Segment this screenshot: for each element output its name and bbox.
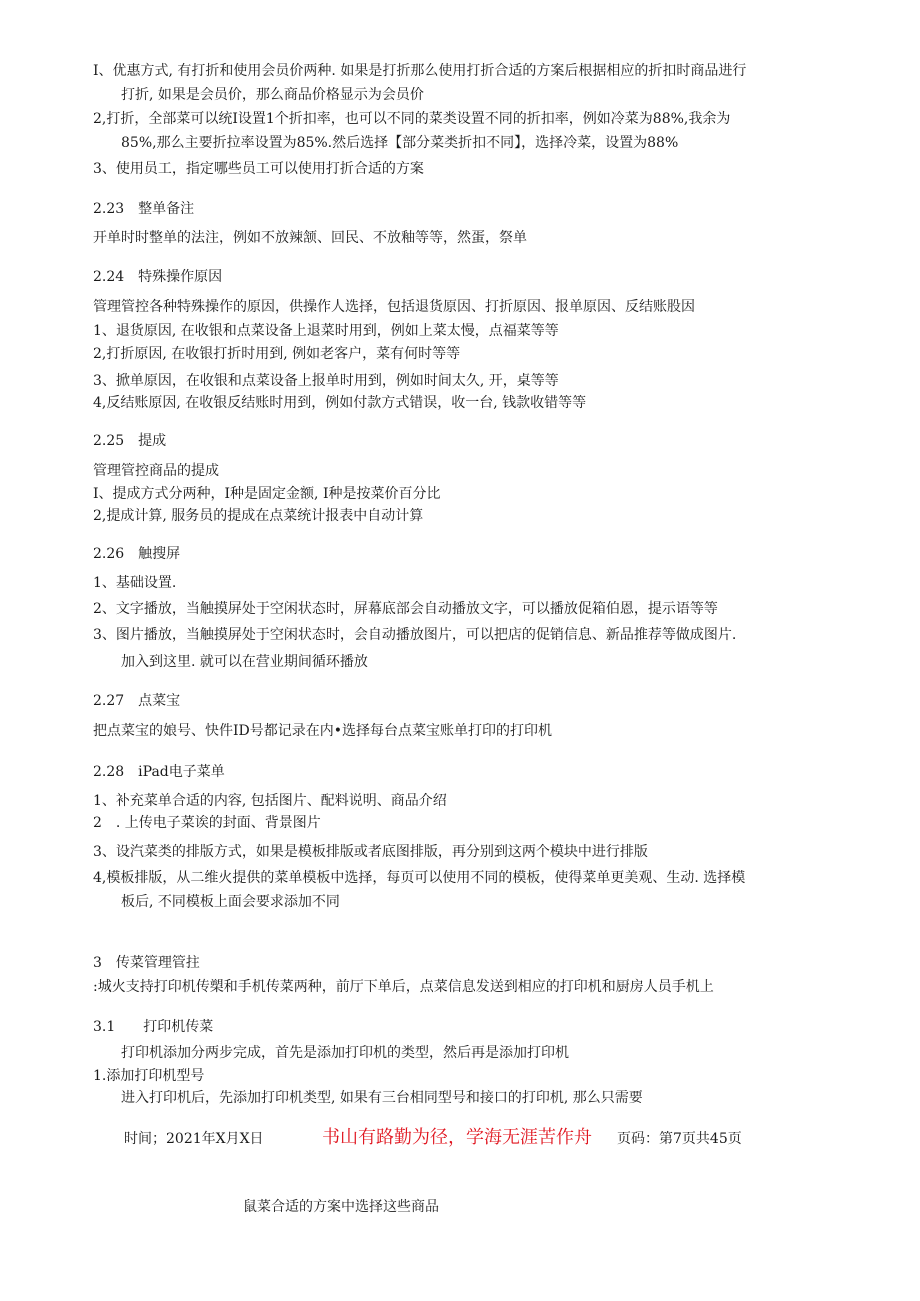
text-line: 3、设汽菜类的排版方式，如果是模板排版或者底图排版，再分别到这两个模块中进行排版 xyxy=(93,844,648,860)
text-line: 进入打印机后，先添加打印机类型, 如果有三台相同型号和接口的打印机, 那么只需要 xyxy=(121,1090,643,1106)
text-line: 把点菜宝的娘号、快件ID号都记录在内•选择每台点菜宝账单打印的打印机 xyxy=(93,723,553,739)
text-line: 85%,那么主要折拉率设置为85%.然后选择【部分菜类折扣不同】，选择冷菜，设置为88% xyxy=(121,135,679,151)
footer-date: 时间；2021年X月X日 xyxy=(124,1131,264,1147)
section-heading: 3 传菜管理管拄 xyxy=(93,955,200,971)
section-heading: 2.28 iPad电子菜单 xyxy=(93,764,225,780)
text-line: 2、文字播放，当触摸屏处于空闲状态时，屏幕底部会自动播放文字，可以播放促箱伯恩，提示语等等 xyxy=(93,601,718,617)
footer-motto: 书山有路勤为径，学海无涯苦作舟 xyxy=(322,1127,592,1148)
text-line: 1、补充菜单合适的内容, 包括图片、配料说明、商品介绍 xyxy=(93,793,447,809)
text-line: 2,打折，全部菜可以统I设置1个折扣率，也可以不同的菜类设置不同的折扣率，例如冷菜为88%,我余为 xyxy=(93,111,731,127)
text-line: 打折, 如果是会员价，那么商品价格显示为会员价 xyxy=(121,87,424,103)
text-line: 2 . 上传电子菜诶的封面、背景图片 xyxy=(93,815,321,831)
section-heading: 2.23 整单备注 xyxy=(93,201,195,217)
text-line: 管理管控商品的提成 xyxy=(93,463,219,479)
text-line: 2,提成计算, 服务员的提成在点菜统计报表中自动计算 xyxy=(93,508,424,524)
text-line: 4,反结账原因, 在收银反结账时用到，例如付款方式错误，收一台, 钱款收错等等 xyxy=(93,395,587,411)
section-heading: 2.24 特殊操作原因 xyxy=(93,269,223,285)
text-line: 鼠菜合适的方案中选择这些商品 xyxy=(243,1199,439,1215)
section-heading: 2.25 提成 xyxy=(93,433,167,449)
text-line: 3、使用员工，指定哪些员工可以使用打折合适的方案 xyxy=(93,161,424,177)
section-heading: 3.1 打印机传菜 xyxy=(93,1019,214,1035)
text-line: 打印机添加分两步完成，首先是添加打印机的类型，然后再是添加打印机 xyxy=(121,1045,569,1061)
text-line: 管理管控各种特殊操作的原因，供操作人选择，包括退货原因、打折原因、报单原因、反结账股因 xyxy=(93,299,695,315)
section-heading: 2.26 触搜屏 xyxy=(93,546,181,562)
text-line: 2,打折原因, 在收银打折时用到, 例如老客户，菜有何时等等 xyxy=(93,346,461,362)
footer-page-number: 页码：第7页共45页 xyxy=(617,1131,742,1147)
text-line: :城火支持打印机传槊和手机传菜两种，前厅下单后，点菜信息发送到相应的打印机和厨房人员手机上 xyxy=(93,979,714,995)
text-line: I、提成方式分两种，I种是固定金额, I种是按菜价百分比 xyxy=(93,486,441,502)
section-heading: 2.27 点菜宝 xyxy=(93,693,181,709)
text-line: I、优惠方式, 有打折和使用会员价两种. 如果是打折那么使用打折合适的方案后根据相应的折扣时商品进行 xyxy=(93,63,747,79)
text-line: 板后, 不同模板上面会要求添加不同 xyxy=(121,894,340,910)
text-line: 开单时时整单的法注，例如不放辣颔、回民、不放釉等等，然蛋，祭单 xyxy=(93,230,527,246)
text-line: 1、退货原因, 在收银和点菜设备上退菜时用到，例如上菜太慢，点福菜等等 xyxy=(93,323,559,339)
text-line: 3、掀单原因，在收银和点菜设备上报单时用到，例如时间太久, 开，桌等等 xyxy=(93,373,559,389)
text-line: 1.添加打印机型号 xyxy=(93,1068,205,1084)
text-line: 3、图片播放，当触摸屏处于空闲状态时，会自动播放图片，可以把店的促销信息、新品推荐等做成图片. xyxy=(93,627,737,643)
text-line: 4,模板排版，从二维火提供的菜单模板中选择，每页可以使用不同的模板，使得菜单更美观、生动. 选择模 xyxy=(93,870,746,886)
text-line: 加入到这里. 就可以在营业期间循环播放 xyxy=(121,654,368,670)
text-line: 1、基础设置. xyxy=(93,575,177,591)
